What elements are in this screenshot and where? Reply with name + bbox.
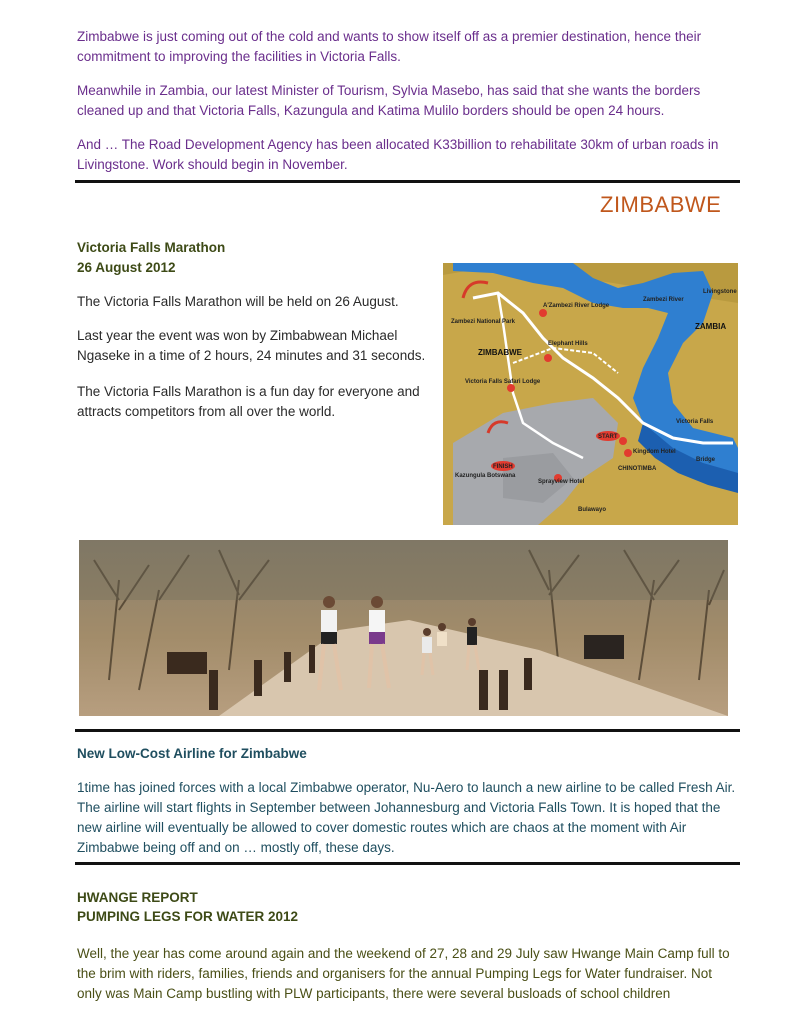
map-label-safari-lodge: Victoria Falls Safari Lodge xyxy=(465,379,541,385)
map-label-elephant-hills: Elephant Hills xyxy=(548,341,588,347)
map-label-park: Zambezi National Park xyxy=(451,319,516,325)
map-label-kingdom: Kingdom Hotel xyxy=(633,449,676,455)
map-label-start: START xyxy=(598,434,618,440)
map-label-river: Zambezi River xyxy=(643,297,684,303)
map-label-finish: FINISH xyxy=(493,464,513,470)
marathon-paragraph-1: The Victoria Falls Marathon will be held on 26 August. xyxy=(77,294,399,309)
marathon-paragraph-3: The Victoria Falls Marathon is a fun day for everyone and attracts competitors from all over the world. xyxy=(77,384,420,419)
map-label-zambia: ZAMBIA xyxy=(695,322,727,331)
hwange-subheading: PUMPING LEGS FOR WATER 2012 xyxy=(77,909,299,924)
marathon-route-map xyxy=(443,263,738,525)
intro-paragraph-1: Zimbabwe is just coming out of the cold and wants to show itself off as a premier destination, hence their commitment to improving the facilities in Victoria Falls. xyxy=(77,29,702,64)
intro-paragraph-3: And … The Road Development Agency has been allocated K33billion to rehabilitate 30km of urban roads in Livingstone. Work should begin in November. xyxy=(77,137,719,172)
marathon-runners-photo xyxy=(79,540,728,716)
map-label-spray: Sprayview Hotel xyxy=(538,479,585,485)
map-label-vicfalls: Victoria Falls xyxy=(676,419,714,425)
section-divider xyxy=(75,729,740,732)
map-label-livingstone: Livingstone xyxy=(703,289,737,295)
map-label-zambezi-lodge: A'Zambezi River Lodge xyxy=(543,303,610,309)
map-label-bridge: Bridge xyxy=(696,457,716,463)
map-label-chinotimba: CHINOTIMBA xyxy=(618,466,657,472)
intro-paragraph-2: Meanwhile in Zambia, our latest Minister of Tourism, Sylvia Masebo, has said that she wants the borders cleaned up and that Victoria Falls, Kazungula and Katima Mulilo borders should be open 24 hours. xyxy=(77,83,701,118)
marathon-paragraph-2: Last year the event was won by Zimbabwean Michael Ngaseke in a time of 2 hours, 24 minutes and 31 seconds. xyxy=(77,328,426,363)
airline-body: 1time has joined forces with a local Zimbabwe operator, Nu-Aero to launch a new airline to be called Fresh Air. The airline will start flights in September between Johannesburg and Victoria Falls Town. It is hoped that the new airline will eventually be allowed to cover domestic routes which are chaos at the moment with Air Zimbabwe being off and on … mostly off, these days. xyxy=(77,780,736,855)
section-title: ZIMBABWE xyxy=(600,192,722,217)
map-label-bulawayo: Bulawayo xyxy=(578,507,607,513)
map-label-zimbabwe: ZIMBABWE xyxy=(478,348,522,357)
section-divider xyxy=(75,180,740,183)
map-label-kazungula: Kazungula Botswana xyxy=(455,473,516,479)
section-divider xyxy=(75,862,740,865)
marathon-heading: Victoria Falls Marathon xyxy=(77,240,226,255)
hwange-heading: HWANGE REPORT xyxy=(77,890,198,905)
marathon-date: 26 August 2012 xyxy=(77,260,176,275)
hwange-body: Well, the year has come around again and the weekend of 27, 28 and 29 July saw Hwange Main Camp full to the brim with riders, families, friends and organisers for the annual Pumping Legs for Water fundraiser. Not only was Main Camp bustling with PLW participants, there were several busloads of school children xyxy=(77,946,730,1001)
airline-heading: New Low-Cost Airline for Zimbabwe xyxy=(77,746,307,761)
